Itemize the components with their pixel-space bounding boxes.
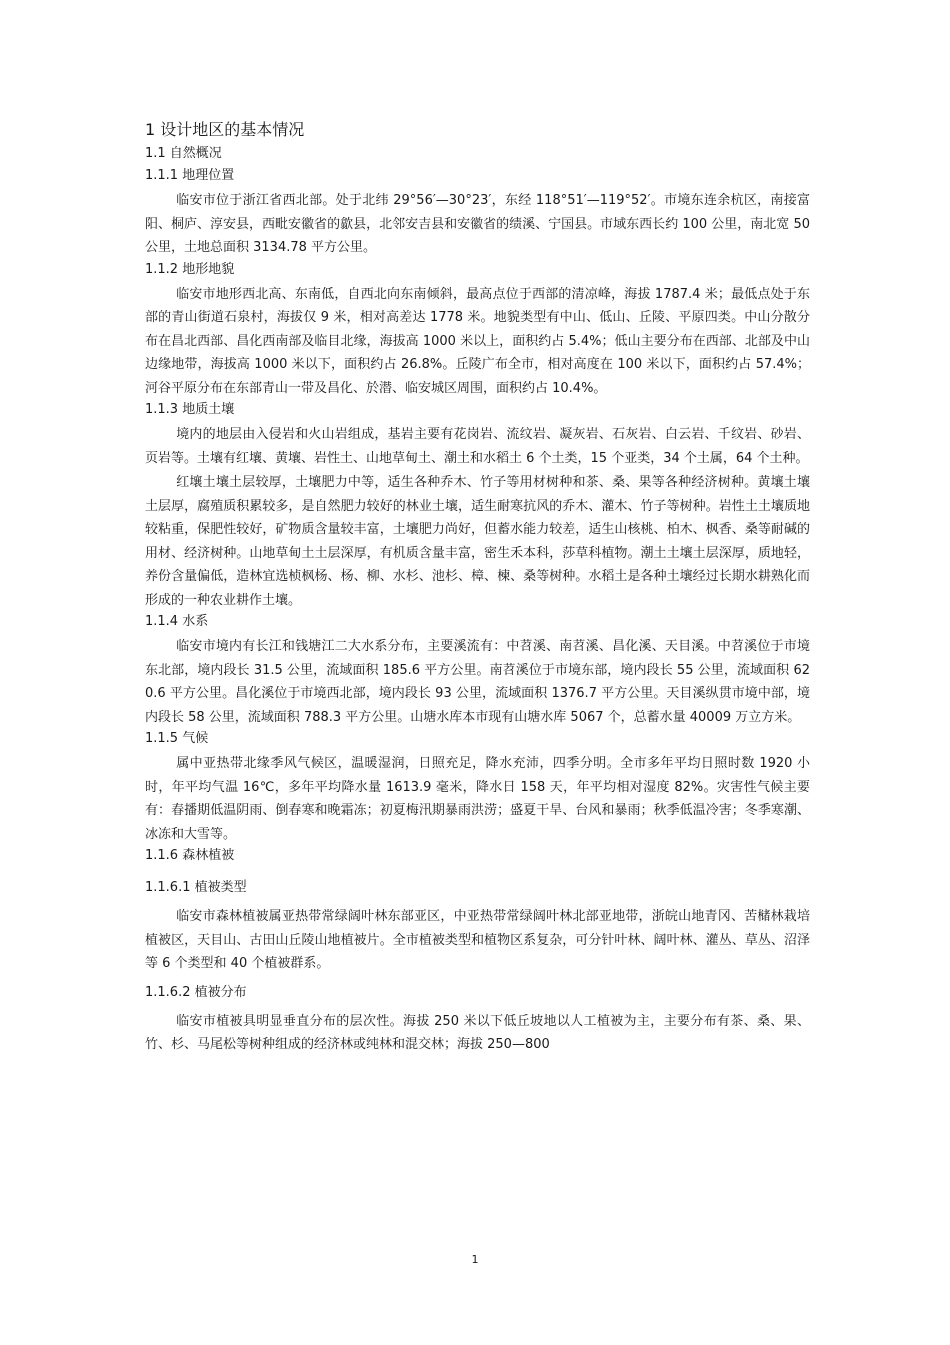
chapter-title: 1 设计地区的基本情况 (145, 120, 305, 139)
section-heading-1-1-5: 1.1.5 气候 (145, 731, 209, 746)
paragraph-climate: 属中亚热带北缘季风气候区，温暖湿润，日照充足，降水充沛，四季分明。全市多年平均日照时数 1920 小时，年平均气温 16℃，多年平均降水量 1613.9 毫米，降水日 158 天，年平均相对湿度 82%。灾害性气候主要有：春播期低温阴雨、倒春寒和晚霜冻；初夏梅汛期暴雨洪涝；盛夏干旱、台风和暴雨；秋季低温冷害；冬季寒潮、冰冻和大雪等。 (145, 756, 810, 842)
paragraph-water-system: 临安市境内有长江和钱塘江二大水系分布，主要溪流有：中苕溪、南苕溪、昌化溪、天目溪。中苕溪位于市境东北部，境内段长 31.5 公里，流域面积 185.6 平方公里。南苕溪位于市境东部，境内段长 55 公里，流域面积 620.6 平方公里。昌化溪位于市境西北部，境内段长 93 公里，流域面积 1376.7 平方公里。天目溪纵贯市境中部，境内段长 58 公里，流域面积 788.3 平方公里。山塘水库本市现有山塘水库 5067 个，总蓄水量 40009 万立方米。 (145, 639, 810, 725)
section-heading-1-1-6: 1.1.6 森林植被 (145, 848, 235, 863)
paragraph-location: 临安市位于浙江省西北部。处于北纬 29°56′—30°23′，东经 118°51′—119°52′。市境东连余杭区，南接富阳、桐庐、淳安县，西毗安徽省的歙县，北邻安吉县和安徽省的绩溪、宁国县。市域东西长约 100 公里，南北宽 50 公里，土地总面积 3134.78 平方公里。 (145, 193, 810, 255)
paragraph-soil-types: 红壤土壤土层较厚，土壤肥力中等，适生各种乔木、竹子等用材树种和茶、桑、果等各种经济树种。黄壤土壤土层厚，腐殖质积累较多，是自然肥力较好的林业土壤，适生耐寒抗风的乔木、灌木、竹子等树种。岩性土土壤质地较粘重，保肥性较好，矿物质含量较丰富，土壤肥力尚好，但蓄水能力较差，适生山核桃、柏木、枫香、桑等耐碱的用材、经济树种。山地草甸土土层深厚，有机质含量丰富，密生禾本科，莎草科植物。潮土土壤土层深厚，质地轻，养份含量偏低，造林宜选桢枫杨、杨、柳、水杉、池杉、樟、楝、桑等树种。水稻土是各种土壤经过长期水耕熟化而形成的一种农业耕作土壤。 (145, 475, 810, 608)
page-number: 1 (471, 1253, 479, 1266)
section-heading-1-1: 1.1 自然概况 (145, 146, 222, 161)
subsection-heading-1-1-6-2: 1.1.6.2 植被分布 (145, 984, 247, 1000)
section-heading-1-1-3: 1.1.3 地质土壤 (145, 402, 235, 417)
paragraph-vegetation-distribution: 临安市植被具明显垂直分布的层次性。海拔 250 米以下低丘坡地以人工植被为主，主要分布有茶、桑、果、竹、杉、马尾松等树种组成的经济林或纯林和混交林；海拔 250—800 (145, 1013, 810, 1052)
document-body (145, 120, 810, 1065)
section-heading-1-1-1: 1.1.1 地理位置 (145, 168, 235, 183)
section-heading-1-1-4: 1.1.4 水系 (145, 614, 209, 629)
section-heading-1-1-2: 1.1.2 地形地貌 (145, 261, 235, 277)
paragraph-geology: 境内的地层由入侵岩和火山岩组成，基岩主要有花岗岩、流纹岩、凝灰岩、石灰岩、白云岩、千纹岩、砂岩、页岩等。土壤有红壤、黄壤、岩性土、山地草甸土、潮土和水稻土 6 个土类，15 个亚类，34 个土属，64 个土种。 (145, 427, 810, 466)
paragraph-terrain: 临安市地形西北高、东南低，自西北向东南倾斜，最高点位于西部的清凉峰，海拔 1787.4 米；最低点处于东部的青山街道石泉村，海拔仅 9 米，相对高差达 1778 米。地貌类型有中山、低山、丘陵、平原四类。中山分散分布在昌北西部、昌化西南部及临目北缘，海拔高 1000 米以上，面积约占 5.4%；低山主要分布在西部、北部及中山边缘地带，海拔高 1000 米以下，面积约占 26.8%。丘陵广布全市，相对高度在 100 米以下，面积约占 57.4%；河谷平原分布在东部青山一带及昌化、於潜、临安城区周围，面积约占 10.4%。 (145, 286, 810, 396)
subsection-heading-1-1-6-1: 1.1.6.1 植被类型 (145, 880, 247, 895)
paragraph-vegetation-types: 临安市森林植被属亚热带常绿阔叶林东部亚区，中亚热带常绿阔叶林北部亚地带，浙皖山地青冈、苦槠林栽培植被区，天目山、古田山丘陵山地植被片。全市植被类型和植物区系复杂，可分针叶林、阔叶林、灌丛、草丛、沼泽等 6 个类型和 40 个植被群系。 (145, 909, 810, 971)
